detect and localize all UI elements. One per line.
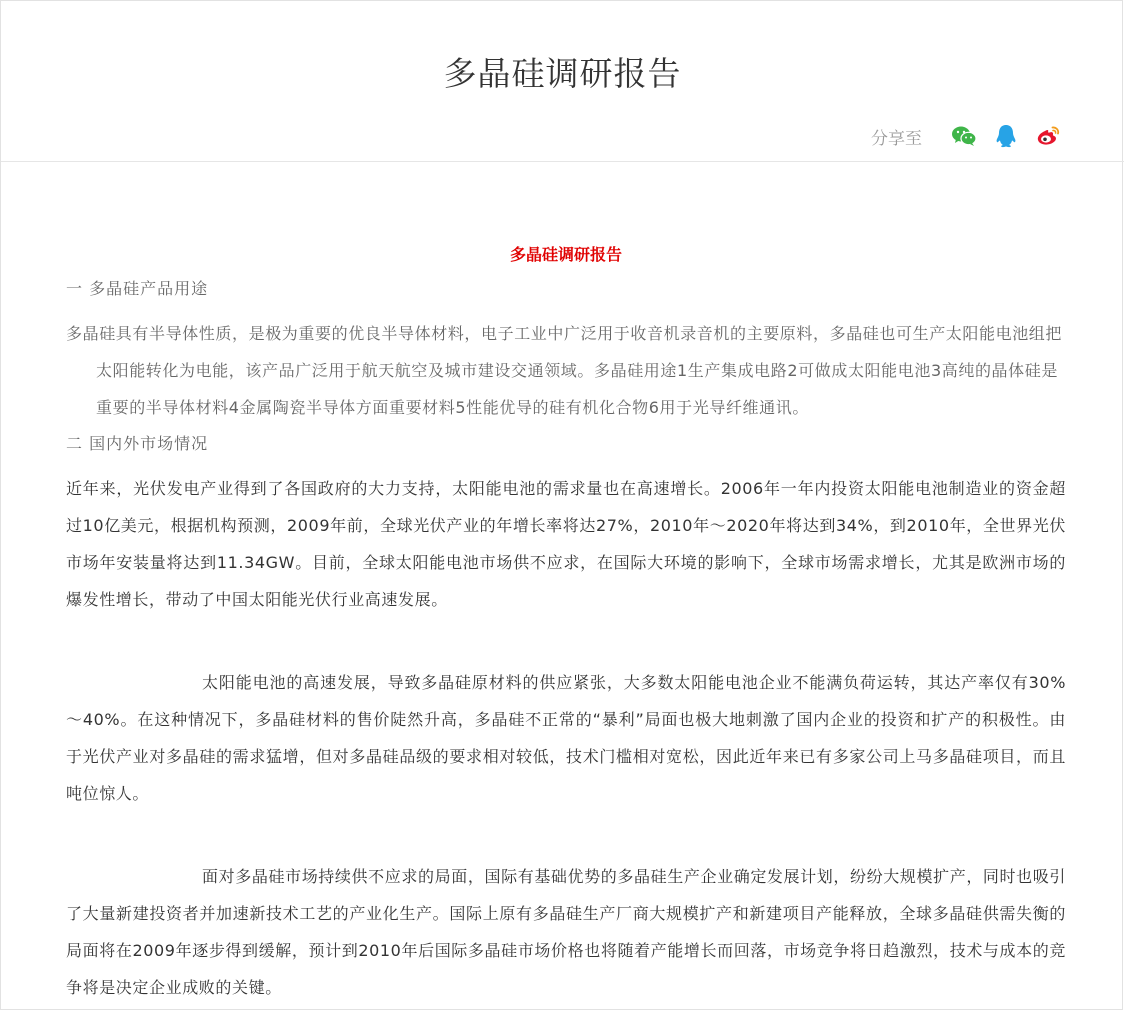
document-heading: 多晶硅调研报告	[509, 245, 622, 264]
section-1-text: 多晶硅具有半导体性质，是极为重要的优良半导体材料，电子工业中广泛用于收音机录音机的主要原料，多晶硅也可生产太阳能电池组把太阳能转化为电能，该产品广泛用于航天航空及城市建设交通领域。多晶硅用途1生产集成电路2可做成太阳能电池3高纯的晶体硅是重要的半导体材料4金属陶瓷半导体方面重要材料5性能优导的硅有机化合物6用于光导纤维通讯。	[66, 324, 1063, 417]
article-body	[66, 231, 1066, 1006]
wechat-icon[interactable]	[950, 122, 978, 150]
section-2-title: 二 国内外市场情况	[66, 434, 209, 453]
paragraph-gap	[66, 618, 1066, 664]
article-header	[1, 1, 1124, 162]
qq-icon[interactable]	[992, 122, 1020, 150]
section-1-title: 一 多晶硅产品用途	[66, 279, 209, 298]
paragraph-market-overview: 近年来，光伏发电产业得到了各国政府的大力支持，太阳能电池的需求量也在高速增长。2006年一年内投资太阳能电池制造业的资金超过10亿美元，根据机构预测，2009年前，全球光伏产业的年增长率将达27%，2010年～2020年将达到34%，到2010年，全世界光伏市场年安装量将达到11.34GW。目前，全球太阳能电池市场供不应求，在国际大环境的影响下，全球市场需求增长，尤其是欧洲市场的爆发性增长，带动了中国太阳能光伏行业高速发展。	[66, 479, 1066, 609]
share-bar	[871, 121, 1062, 151]
page-title: 多晶硅调研报告	[443, 54, 682, 93]
paragraph-expansion: 面对多晶硅市场持续供不应求的局面，国际有基础优势的多晶硅生产企业确定发展计划，纷纷大规模扩产，同时也吸引了大量新建投资者并加速新技术工艺的产业化生产。国际上原有多晶硅生产厂商大规模扩产和新建项目产能释放，全球多晶硅供需失衡的局面将在2009年逐步得到缓解，预计到2010年后国际多晶硅市场价格也将随着产能增长而回落，市场竞争将日趋激烈，技术与成本的竞争将是决定企业成败的关键。	[66, 867, 1066, 997]
share-label: 分享至	[871, 128, 922, 149]
paragraph-gap	[66, 812, 1066, 858]
weibo-icon[interactable]	[1034, 122, 1062, 150]
paragraph-supply-shortage: 太阳能电池的高速发展，导致多晶硅原材料的供应紧张，大多数太阳能电池企业不能满负荷运转，其达产率仅有30%～40%。在这种情况下，多晶硅材料的售价陡然升高，多晶硅不正常的“暴利”局面也极大地刺激了国内企业的投资和扩产的积极性。由于光伏产业对多晶硅的需求猛增，但对多晶硅品级的要求相对较低，技术门槛相对宽松，因此近年来已有多家公司上马多晶硅项目，而且吨位惊人。	[66, 673, 1066, 803]
